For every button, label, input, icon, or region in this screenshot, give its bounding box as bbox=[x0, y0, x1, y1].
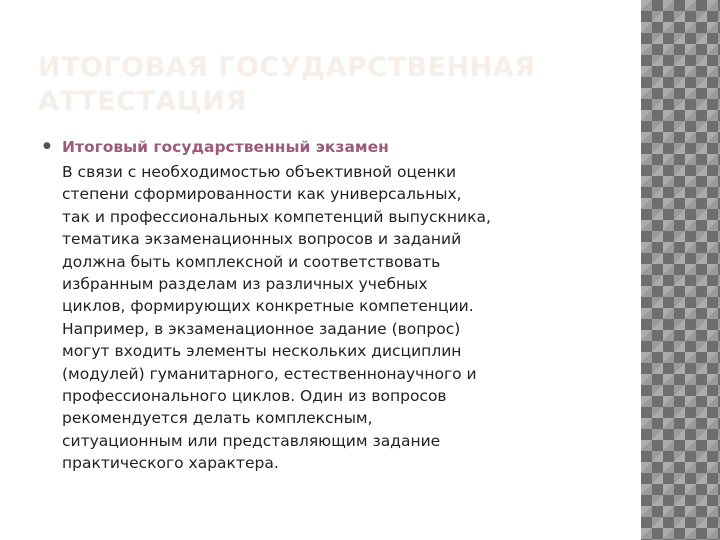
bullet-dot-icon: ● bbox=[43, 141, 51, 151]
body-line: избранным разделам из различных учебных bbox=[62, 275, 428, 294]
body-line: могут входить элементы нескольких дисциплин bbox=[62, 342, 462, 361]
body-paragraph bbox=[62, 161, 620, 475]
body-line: (модулей) гуманитарного, естественнонаучного и bbox=[62, 364, 477, 383]
bullet-heading: Итоговый государственный экзамен bbox=[62, 138, 389, 156]
body-line: тематика экзаменационных вопросов и заданий bbox=[62, 230, 462, 249]
body-line: В связи с необходимостью объективной оценки bbox=[62, 163, 457, 181]
body-line: должна быть комплексной и соответствовать bbox=[62, 252, 441, 271]
body-line: ситуационным или представляющим задание bbox=[62, 431, 441, 450]
body-line: Например, в экзаменационное задание (вопрос) bbox=[62, 319, 461, 338]
bullet-item bbox=[40, 137, 620, 161]
body-line: так и профессиональных компетенций выпускника, bbox=[62, 207, 491, 226]
body-line: профессионального циклов. Один из вопросов bbox=[62, 387, 447, 406]
slide-title: ИТОГОВАЯ ГОСУДАРСТВЕННАЯ АТТЕСТАЦИЯ bbox=[38, 52, 536, 117]
body-line: степени сформированности как универсальных, bbox=[62, 185, 462, 204]
slide-content bbox=[40, 137, 620, 475]
body-line: практического характера. bbox=[62, 454, 279, 473]
body-line: циклов, формирующих конкретные компетенции. bbox=[62, 297, 474, 316]
body-line: рекомендуется делать комплексным, bbox=[62, 409, 373, 428]
decorative-diamond-pattern bbox=[641, 0, 720, 540]
decorative-pattern-overlay bbox=[641, 0, 720, 540]
